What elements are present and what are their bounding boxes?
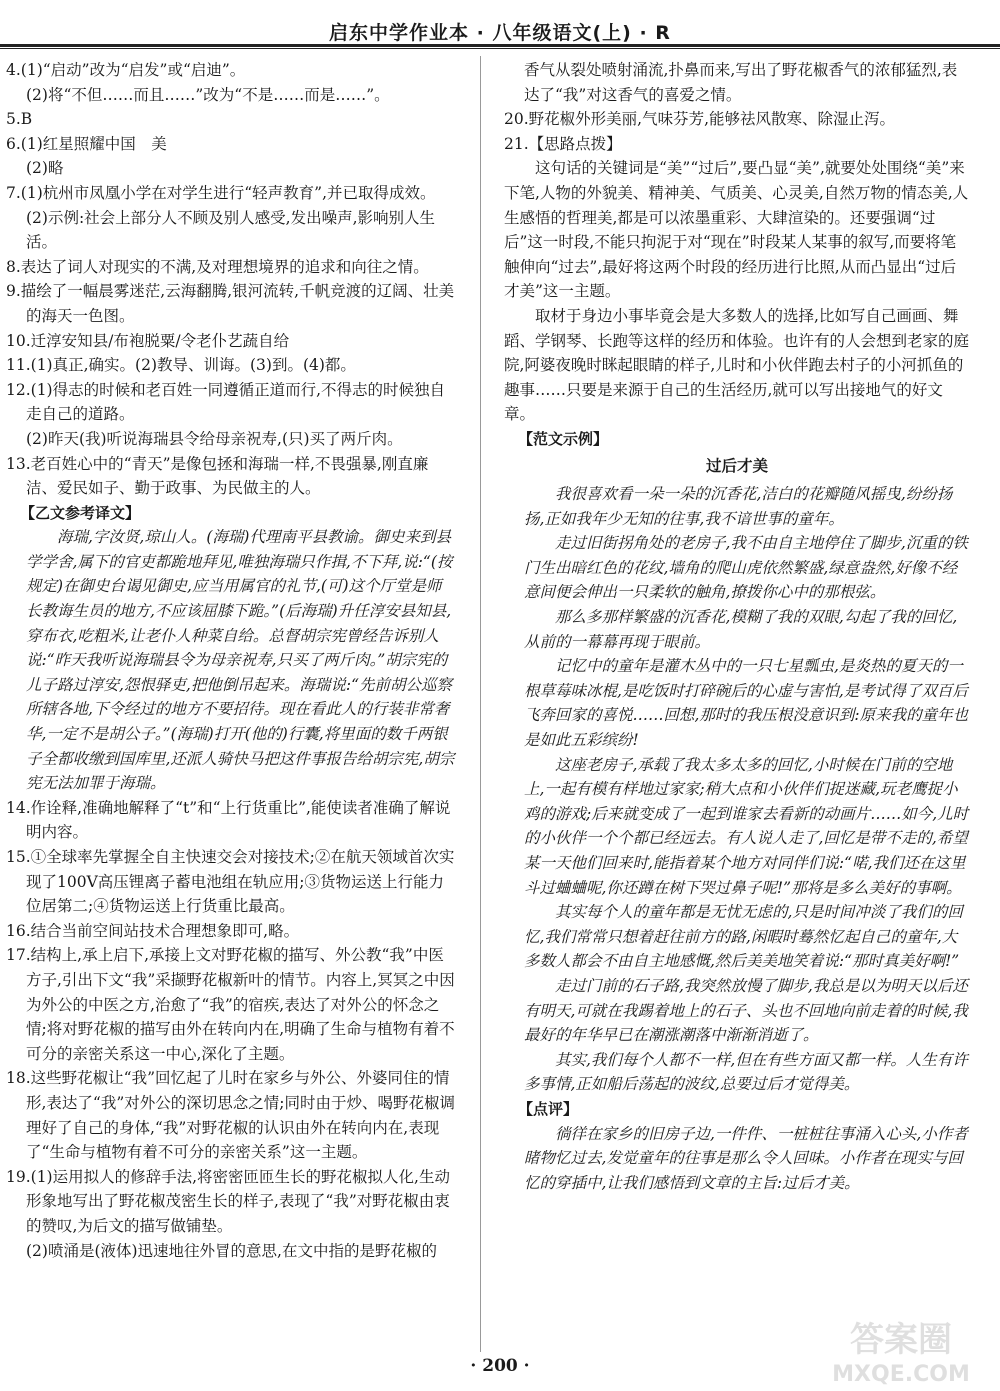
page-header [0,0,1000,44]
left-answer-item: 11.(1)真正,确实。(2)教导、训诲。(3)到。(4)都。 [6,356,356,375]
header-rule [0,44,1000,47]
right-answer-item: 21.【思路点拨】 [504,134,622,153]
essay-paragraph: 记忆中的童年是灌木丛中的一只七星瓢虫,是炎热的夏天的一根草莓味冰棍,是吃饭时打碎碗后的心虚与害怕,是考试得了双百后飞奔回家的喜悦……回想,那时的我压根没意识到:原来我的童年也是如此五彩缤纷! [524,657,969,750]
left-answer-item: 16.结合当前空间站技术合理想象即可,略。 [6,921,300,940]
watermark-text-top: 答案圈 [850,1320,952,1360]
watermark-logo [806,1315,996,1387]
left-answer-item: 10.迁淳安知县/布袍脱粟/令老仆艺蔬自给 [6,331,290,350]
left-answer-subitem: (2)略 [26,159,64,178]
comment-paragraph: 徜徉在家乡的旧房子边,一件件、一桩桩往事涌入心头,小作者睹物忆过去,发觉童年的往事是那么令人回味。小作者在现实与回忆的穿插中,让我们感悟到文章的主旨:过后才美。 [524,1124,968,1192]
left-answer-item: 19.(1)运用拟人的修辞手法,将密密匝匝生长的野花椒拟人化,生动形象地写出了野花椒茂密生长的样子,表现了“我”对野花椒由衷的赞叹,为后文的描写做铺垫。 [6,1167,450,1235]
header-title: 启东中学作业本 · 八年级语文(上) · R [329,22,671,44]
column-divider [480,56,481,1352]
essay-paragraph: 其实,我们每个人都不一样,但在有些方面又都一样。人生有许多事情,正如船后荡起的波纹,总要过后才觉得美。 [524,1050,968,1094]
left-answer-item: 6.(1)红星照耀中国 美 [6,134,167,153]
left-answer-item: 9.描绘了一幅晨雾迷茫,云海翻腾,银河流转,千帆竞渡的辽阔、壮美的海天一色图。 [6,282,455,325]
essay-title: 过后才美 [705,456,768,475]
left-column [6,58,456,1263]
left-answer-item: 7.(1)杭州市凤凰小学在对学生进行“轻声教育”,并已取得成效。 [6,183,436,202]
essay-paragraph: 其实每个人的童年都是无忧无虑的,只是时间冲淡了我们的回忆,我们常常只想着赶往前方的路,闲暇时蓦然忆起自己的童年,大多数人都会不由自主地感慨,然后美美地笑着说:“那时真美好啊!” [524,903,963,971]
left-translation-paragraph: 海瑞,字汝贤,琼山人。(海瑞)代理南平县教谕。御史来到县学学舍,属下的官吏都跪地拜见,唯独海瑞只作揖,不下拜,说:“(按规定)在御史台谒见御史,应当用属官的礼节,(可)这个厅堂是师长教诲生员的地方,不应该屈膝下跪。”(后海瑞)升任淳安县知县,穿布衣,吃粗米,让老仆人种菜自给。总督胡宗宪曾经告诉别人说:“昨天我听说海瑞县令为母亲祝寿,只买了两斤肉。”胡宗宪的儿子路过淳安,怨恨驿吏,把他倒吊起来。海瑞说:“先前胡公巡察所辖各地,下令经过的地方不要招待。现在看此人的行装非常奢华,一定不是胡公子。”(海瑞)打开(他的)行囊,将里面的数千两银子全都收缴到国库里,还派人骑快马把这件事报告给胡宗宪,胡宗宪无法加罪于海瑞。 [26,528,455,793]
left-answer-subitem: (2)示例:社会上部分人不顾及别人感受,发出噪声,影响别人生活。 [26,208,436,252]
right-answer-subitem: 香气从裂处喷射涌流,扑鼻而来,写出了野花椒香气的浓郁猛烈,表达了“我”对这香气的喜爱之情。 [524,61,958,104]
essay-paragraph: 走过门前的石子路,我突然放慢了脚步,我总是以为明天以后还有明天,可就在我踢着地上的石子、头也不回地向前走着的时候,我最好的年华早已在潮涨潮落中渐渐消逝了。 [524,976,968,1045]
page-number: · 200 · [470,1356,530,1376]
left-answer-item: 13.老百姓心中的“青天”是像包拯和海瑞一样,不畏强暴,刚直廉洁、爱民如子、勤于政事、为民做主的人。 [6,454,429,498]
right-answer-item: 20.野花椒外形美丽,气味芬芳,能够祛风散寒、除湿止泻。 [504,110,896,129]
essay-paragraph: 走过旧街拐角处的老房子,我不由自主地停住了脚步,沉重的铁门生出暗红色的花纹,墙角的爬山虎依然繁盛,绿意盎然,好像不经意间便会伸出一只柔软的触角,撩拨你心中的那根弦。 [524,534,968,602]
right-guidance-paragraph: 取材于身边小事毕竟会是大多数人的选择,比如写自己画画、舞蹈、学钢琴、长跑等这样的经历和体验。也许有的人会想到老家的庭院,阿婆夜晚时眯起眼睛的样子,儿时和小伙伴跑去村子的小河抓鱼的趣事……只要是来源于自己的生活经历,就可以写出接地气的好文章。 [504,306,970,424]
left-answer-item: 14.作诠释,准确地解释了“t”和“上行货重比”,能使读者准确了解说明内容。 [6,798,451,842]
essay-paragraph: 那么多那样繁盛的沉香花,模糊了我的双眼,勾起了我的回忆,从前的一幕幕再现于眼前。 [524,608,958,651]
right-section-heading: 【范文示例】 [518,429,609,448]
left-answer-item: 18.这些野花椒让“我”回忆起了儿时在家乡与外公、外婆同住的情形,表达了“我”对外公的深切思念之情;同时由于炒、喝野花椒调理好了自己的身体,“我”对野花椒的认识由外在转向内在,表现了“生命与植物有着不可分的亲密关系”这一主题。 [6,1069,455,1162]
left-answer-subitem: (2)喷涌是(液体)迅速地往外冒的意思,在文中指的是野花椒的 [26,1241,437,1260]
left-answer-item: 5.B [6,110,33,129]
left-answer-subitem: (2)昨天(我)听说海瑞县令给母亲祝寿,(只)买了两斤肉。 [26,429,403,448]
right-guidance-paragraph: 这句话的关键词是“美”“过后”,要凸显“美”,就要处处围绕“美”来下笔,人物的外貌美、精神美、气质美、心灵美,自然万物的情态美,人生感悟的哲理美,都是可以浓墨重彩、大肆渲染的。还要强调“过后”这一时段,不能只拘泥于对“现在”时段某人某事的叙写,而要将笔触伸向“过去”,最好将这两个时段的经历进行比照,从而凸显出“过后才美”这一主题。 [504,159,969,301]
watermark-text-bottom: MXQE.COM [832,1362,970,1387]
right-section-heading: 【点评】 [518,1099,579,1118]
right-column [504,58,970,1195]
header-rule-thin [0,48,1000,49]
left-answer-item: 17.结构上,承上启下,承接上文对野花椒的描写、外公教“我”中医方子,引出下文“我”采撷野花椒新叶的情节。内容上,冥冥之中因为外公的中医之方,治愈了“我”的宿疾,表达了对外公的怀念之情;将对野花椒的描写由外在转向内在,明确了生命与植物有着不可分的亲密关系这一中心,深化了主题。 [6,946,455,1063]
left-answer-item: 12.(1)得志的时候和老百姓一同遵循正道而行,不得志的时候独自走自己的道路。 [6,380,446,424]
left-answer-item: 4.(1)“启动”改为“启发”或“启迪”。 [6,61,246,79]
left-answer-item: 15.①全球率先掌握全自主快速交会对接技术;②在航天领域首次实现了100V高压锂离子蓄电池组在轨应用;③货物运送上行能力位居第二;④货物运送上行货重比最高。 [6,848,455,916]
left-answer-item: 8.表达了词人对现实的不满,及对理想境界的追求和向往之情。 [6,257,429,276]
essay-paragraph: 我很喜欢看一朵一朵的沉香花,洁白的花瓣随风摇曳,纷纷扬扬,正如我年少无知的往事,我不谙世事的童年。 [524,485,953,528]
left-answer-subitem: (2)将“不但……而且……”改为“不是……而是……”。 [26,85,390,104]
left-section-heading: 【乙文参考译文】 [20,503,141,522]
essay-paragraph: 这座老房子,承载了我太多太多的回忆,小时候在门前的空地上,一起有模有样地过家家;稍大点和小伙伴们捉迷藏,玩老鹰捉小鸡的游戏;后来就变成了一起到谁家去看新的动画片……如今,儿时的小伙伴一个个都已经远去。有人说人走了,回忆是带不走的,希望某一天他们回来时,能指着某个地方对同伴们说:“喏,我们还在这里斗过蛐蛐呢,你还蹲在树下哭过鼻子呢!”那将是多么美好的事啊。 [524,755,969,897]
